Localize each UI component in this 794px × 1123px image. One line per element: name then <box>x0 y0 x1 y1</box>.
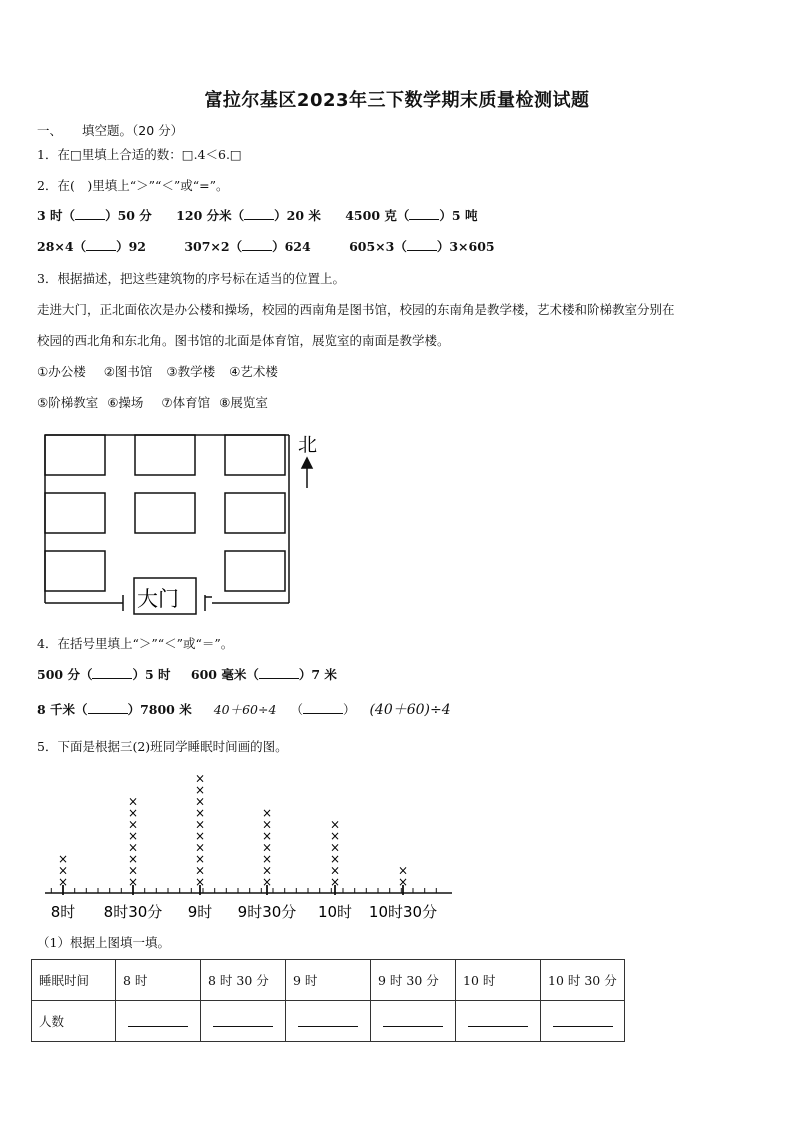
expression-right: (40＋60)÷4 <box>369 702 451 718</box>
table-header-cell: 8 时 30 分 <box>201 960 286 1001</box>
q4-item-text: 600 毫米（ <box>190 667 259 682</box>
plot-marker: × <box>261 806 273 820</box>
plot-tick-label: 10时 <box>317 903 353 921</box>
table-header-cell: 9 时 30 分 <box>371 960 456 1001</box>
question-5-prompt: 5．下面是根据三(2)班同学睡眠时间画的图。 <box>37 739 288 754</box>
plot-marker: × <box>194 806 206 820</box>
plot-marker: × <box>329 852 341 866</box>
plot-marker: × <box>127 840 139 855</box>
question-3-description-line-2: 校园的西北角和东北角。图书馆的北面是体育馆，展览室的南面是教学楼。 <box>37 333 450 348</box>
plot-marker: × <box>329 863 341 878</box>
table-header-row <box>32 960 625 1001</box>
q2-item-text: 28×4（ <box>37 239 87 254</box>
building-option: ②图书馆 <box>103 364 153 379</box>
plot-marker: × <box>57 875 69 889</box>
q2-item-text: 307×2（ <box>184 239 243 254</box>
question-3-prompt: 3．根据描述，把这些建筑物的序号标在适当的位置上。 <box>37 271 345 286</box>
section-number: 一、 <box>37 123 63 138</box>
building-option: ⑧展览室 <box>219 395 268 410</box>
building-option: ④艺术楼 <box>229 364 278 379</box>
q4-item-text: 500 分（ <box>37 667 93 682</box>
plot-marker: × <box>329 875 341 889</box>
plot-marker: × <box>397 863 409 878</box>
plot-marker: × <box>194 875 206 889</box>
q4-item-text: ）7 米 <box>298 667 337 682</box>
table-answer-cell[interactable] <box>541 1001 625 1042</box>
plot-marker: × <box>329 817 341 832</box>
question-5-sub-1: （1）根据上图填一填。 <box>37 935 170 950</box>
plot-marker: × <box>194 794 206 809</box>
building-option: ⑤阶梯教室 <box>37 395 99 410</box>
page-title: 富拉尔基区2023年三下数学期末质量检测试题 <box>204 90 590 111</box>
plot-marker: × <box>194 771 206 786</box>
question-3-description-line-1: 走进大门，正北面依次是办公楼和操场，校园的西南角是图书馆，校园的东南角是教学楼，艺术楼和阶梯教室分别在 <box>37 302 675 317</box>
table-answer-cell[interactable] <box>201 1001 286 1042</box>
table-answer-cell[interactable] <box>371 1001 456 1042</box>
plot-marker: × <box>261 840 273 855</box>
building-option: ③教学楼 <box>166 364 216 379</box>
plot-tick-label: 8时30分 <box>103 903 163 921</box>
plot-marker: × <box>127 817 139 832</box>
plot-marker: × <box>127 875 139 889</box>
building-option: ①办公楼 <box>37 364 86 379</box>
question-4-prompt: 4．在括号里填上“＞”“＜”或“＝”。 <box>37 636 234 651</box>
plot-marker: × <box>194 863 206 878</box>
q2-item-text: ）624 <box>272 239 311 254</box>
q2-item-text: ）92 <box>116 239 146 254</box>
plot-marker: × <box>57 852 69 866</box>
table-answer-cell[interactable] <box>456 1001 541 1042</box>
plot-marker: × <box>127 794 139 809</box>
q2-item-text: 4500 克（ <box>345 208 410 223</box>
answer-blank[interactable] <box>383 1012 443 1027</box>
answer-blank[interactable] <box>553 1012 613 1027</box>
question-2-prompt: 2．在( )里填上“＞”“＜”或“=”。 <box>37 178 229 193</box>
table-header-cell: 10 时 30 分 <box>541 960 625 1001</box>
north-label: 北 <box>298 434 318 456</box>
plot-marker: × <box>194 829 206 843</box>
q4-item-text: ）5 时 <box>132 667 171 682</box>
plot-marker: × <box>127 852 139 866</box>
question-1: 1．在□里填上合适的数：□.4＜6.□ <box>37 147 242 162</box>
plot-tick-label: 9时30分 <box>237 903 297 921</box>
plot-marker: × <box>329 840 341 855</box>
q4-item-text: ）7800 米 <box>127 702 192 717</box>
paren-open: （ <box>290 702 303 717</box>
table-header-cell: 10 时 <box>456 960 541 1001</box>
plot-marker: × <box>261 829 273 843</box>
paren-close: ） <box>342 702 356 717</box>
table-header-cell: 9 时 <box>286 960 371 1001</box>
plot-marker: × <box>127 829 139 843</box>
q2-item-text: ）20 米 <box>274 208 321 223</box>
table-header-cell: 睡眠时间 <box>32 960 116 1001</box>
plot-marker: × <box>397 875 409 889</box>
table-answer-cell[interactable] <box>286 1001 371 1042</box>
plot-marker: × <box>329 829 341 843</box>
q2-item-text: ）50 分 <box>105 208 152 223</box>
plot-marker: × <box>127 806 139 820</box>
plot-marker: × <box>57 863 69 878</box>
answer-blank[interactable] <box>298 1012 358 1027</box>
answer-blank[interactable] <box>213 1012 273 1027</box>
plot-marker: × <box>261 852 273 866</box>
plot-marker: × <box>194 817 206 832</box>
plot-marker: × <box>194 852 206 866</box>
plot-tick-label: 8时 <box>50 903 76 921</box>
gate-label: 大门 <box>137 587 179 611</box>
q2-item-text: ）3×605 <box>436 239 495 254</box>
table-answer-cell[interactable] <box>116 1001 201 1042</box>
table-header-cell: 8 时 <box>116 960 201 1001</box>
plot-marker: × <box>127 863 139 878</box>
plot-marker: × <box>194 840 206 855</box>
q2-item-text: 3 时（ <box>37 208 76 223</box>
answer-blank[interactable] <box>128 1012 188 1027</box>
building-option: ⑦体育馆 <box>161 395 211 410</box>
q2-item-text: 605×3（ <box>349 239 407 254</box>
answer-blank[interactable] <box>468 1012 528 1027</box>
q2-item-text: ）5 吨 <box>439 208 478 223</box>
table-row <box>32 1001 625 1042</box>
plot-tick-label: 9时 <box>187 903 213 921</box>
sleep-table <box>31 959 625 1042</box>
plot-marker: × <box>194 783 206 797</box>
section-title: 填空题。（20 分） <box>82 123 184 138</box>
plot-tick-label: 10时30分 <box>368 903 438 921</box>
table-row-label: 人数 <box>32 1001 116 1042</box>
plot-marker: × <box>261 875 273 889</box>
plot-marker: × <box>261 817 273 832</box>
q4-item-text: 8 千米（ <box>37 702 88 717</box>
q2-item-text: 120 分米（ <box>176 208 245 223</box>
expression-left: 40＋60÷4 <box>213 702 277 717</box>
building-option: ⑥操场 <box>107 395 144 410</box>
plot-marker: × <box>261 863 273 878</box>
